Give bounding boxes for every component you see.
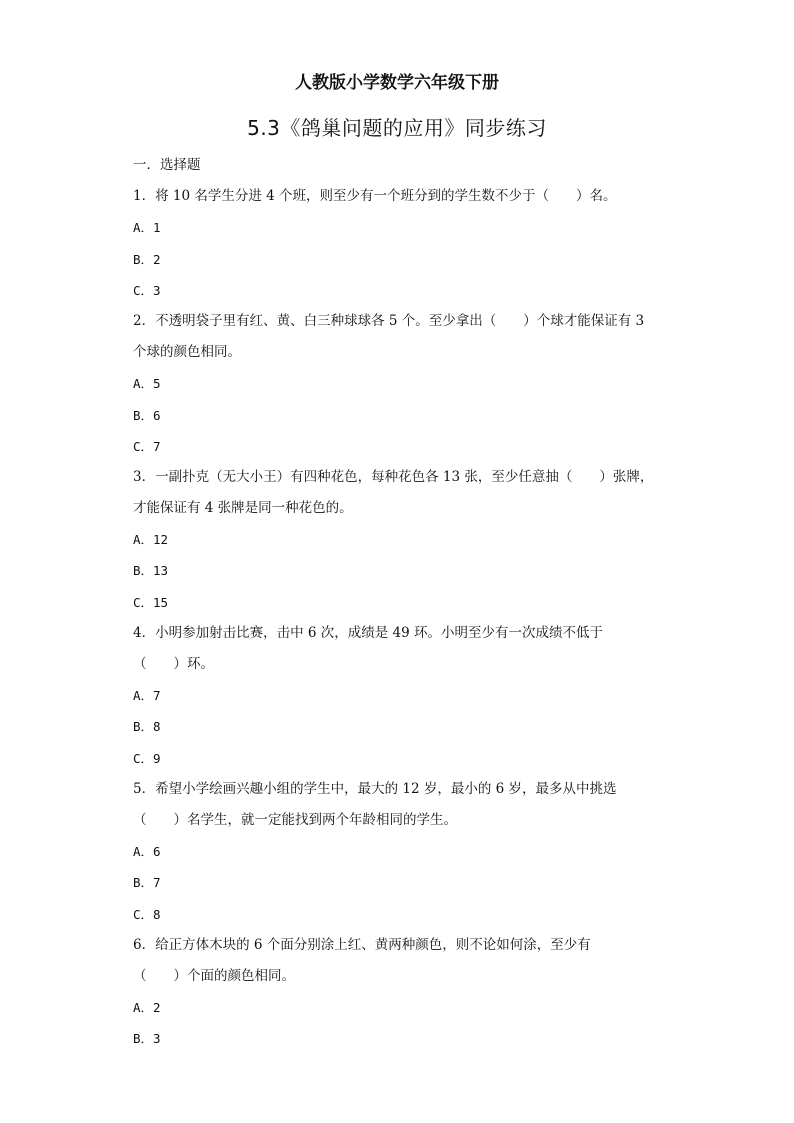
question-6-text-line-2: （ ）个面的颜色相同。 [133,967,295,984]
question-4-option-b: B．8 [133,719,161,735]
question-3-text-line-2: 才能保证有 4 张牌是同一种花色的。 [133,500,353,517]
question-1-text: 1．将 10 名学生分进 4 个班，则至少有一个班分到的学生数不少于（ ）名。 [133,188,617,205]
question-2-option-a: A．5 [133,376,161,392]
question-3-option-b: B．13 [133,563,169,579]
question-1-option-c: C．3 [133,282,161,298]
document-title: 人教版小学数学六年级下册 [295,73,499,93]
question-4-option-a: A．7 [133,688,161,704]
question-2-text-line-2: 个球的颜色相同。 [133,344,241,361]
question-6-text-line-1: 6．给正方体木块的 6 个面分别涂上红、黄两种颜色，则不论如何涂，至少有 [133,936,591,953]
question-5 [133,774,673,930]
document-subtitle: 5.3《鸽巢问题的应用》同步练习 [247,116,547,140]
question-4-option-c: C．9 [133,750,161,766]
question-2 [133,306,673,462]
question-5-text-line-1: 5．希望小学绘画兴趣小组的学生中，最大的 12 岁，最小的 6 岁，最多从中挑选 [133,780,617,797]
question-1-option-b: B．2 [133,251,161,267]
question-6-option-b: B．3 [133,1031,161,1047]
question-6-option-a: A．2 [133,1000,161,1016]
question-2-option-c: C．7 [133,438,161,454]
question-4 [133,618,673,774]
question-6 [133,930,673,1055]
question-1-option-a: A．1 [133,220,161,236]
question-2-option-b: B．6 [133,407,161,423]
question-5-option-b: B．7 [133,875,161,891]
question-5-option-a: A．6 [133,844,161,860]
question-3-option-a: A．12 [133,532,169,548]
question-5-text-line-2: （ ）名学生，就一定能找到两个年龄相同的学生。 [133,811,457,828]
question-4-text-line-1: 4．小明参加射击比赛，击中 6 次，成绩是 49 环。小明至少有一次成绩不低于 [133,624,604,641]
question-5-option-c: C．8 [133,906,161,922]
section-heading: 一．选择题 [133,157,201,173]
question-3-text-line-1: 3．一副扑克（无大小王）有四种花色，每种花色各 13 张，至少任意抽（ ）张牌， [133,468,654,485]
question-3 [133,462,673,618]
document-content [133,150,673,1054]
question-1 [133,181,673,306]
question-4-text-line-2: （ ）环。 [133,656,214,672]
question-2-text-line-1: 2．不透明袋子里有红、黄、白三种球球各 5 个。至少拿出（ ）个球才能保证有 3 [133,312,645,329]
question-3-option-c: C．15 [133,594,169,610]
